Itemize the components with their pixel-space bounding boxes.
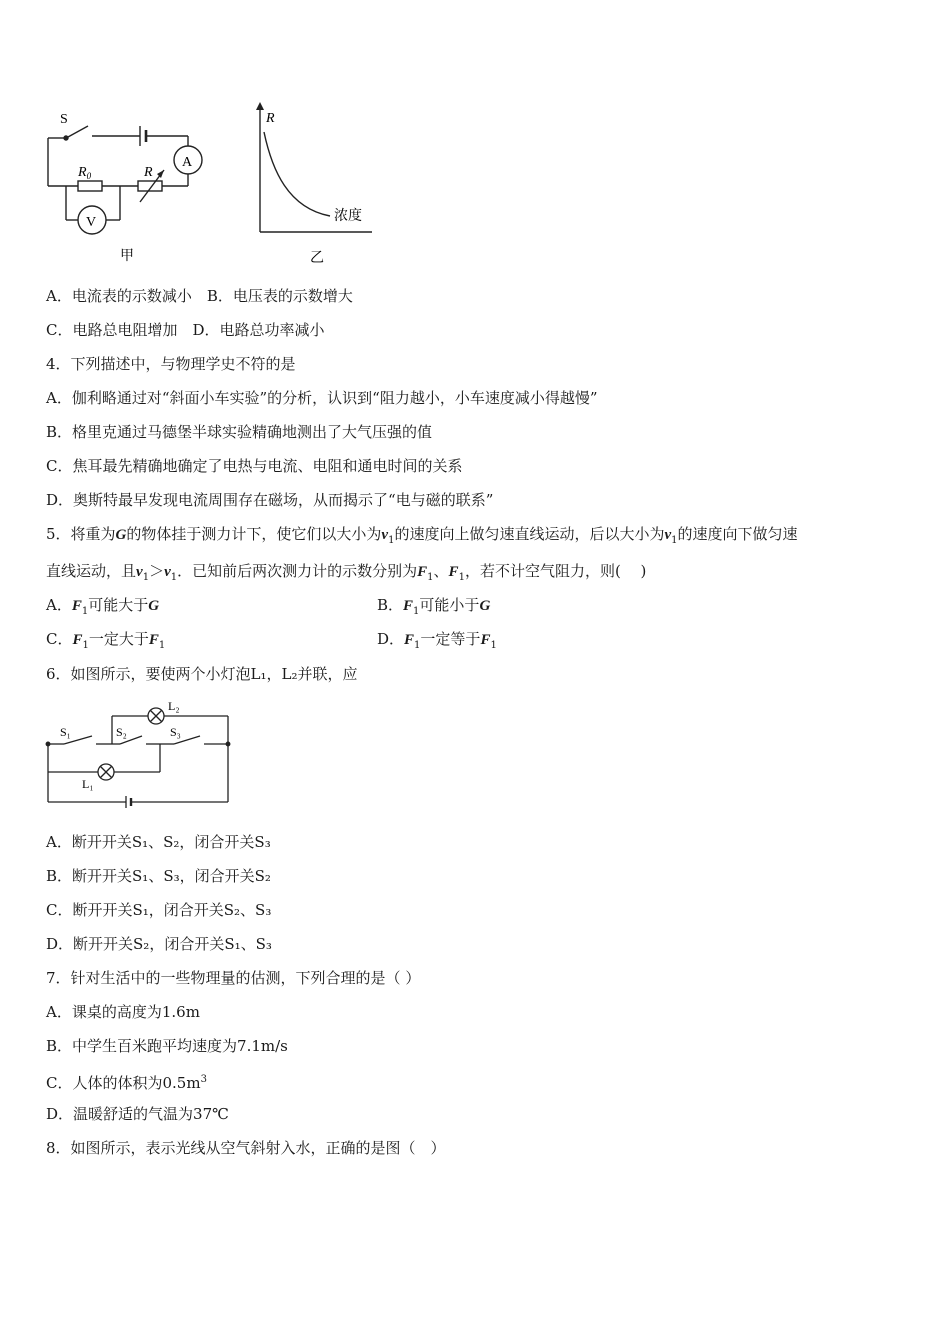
voltmeter-label: V	[86, 215, 97, 230]
q5-option-b: B．$F_1$可能小于G	[377, 596, 491, 617]
q4-option-b: B．格里克通过马德堡半球实验精确地测出了大气压强的值	[46, 423, 433, 441]
q4-option-a: A．伽利略通过对“斜面小车实验”的分析，认识到“阻力越小，小车速度减小得越慢”	[46, 389, 598, 407]
q4-option-c: C．焦耳最先精确地确定了电热与电流、电阻和通电时间的关系	[46, 457, 463, 475]
caption-yi: 乙	[310, 251, 324, 266]
circuit-figure-jia	[40, 108, 215, 268]
q6-option-c: C．断开开关S₁，闭合开关S₂、S₃	[46, 901, 272, 919]
parallel-circuit-figure	[42, 696, 234, 810]
switch-label: S	[60, 112, 68, 127]
ammeter-label: A	[182, 155, 193, 170]
q7-option-c: C．人体的体积为$0.5m^3$	[46, 1074, 207, 1092]
q4-stem: 4．下列描述中，与物理学史不符的是	[46, 355, 296, 373]
q6-option-b: B．断开开关S₁、S₃，闭合开关S₂	[46, 867, 271, 885]
q7-stem: 7．针对生活中的一些物理量的估测，下列合理的是（ ）	[46, 969, 421, 987]
r-label: R	[144, 165, 153, 180]
q4-option-d: D．奥斯特最早发现电流周围存在磁场，从而揭示了“电与磁的联系”	[46, 491, 494, 509]
axis-x-label: 浓度	[334, 209, 362, 224]
q5-stem-line1: 5．将重为G的物体挂于测力计下，使它们以大小为$v_1$的速度向上做匀速直线运动，后以大小为$v_1$的速度向下做匀速	[46, 525, 798, 546]
axis-r-label: R	[266, 111, 275, 126]
q6-stem: 6．如图所示，要使两个小灯泡L₁，L₂并联，应	[46, 665, 358, 683]
q7-option-a: A．课桌的高度为1.6m	[46, 1003, 200, 1021]
q6-option-d: D．断开开关S₂，闭合开关S₁、S₃	[46, 935, 272, 953]
r0-label: $R_0$	[78, 165, 92, 181]
caption-jia: 甲	[120, 249, 134, 264]
fig6-l2-label: L₂	[168, 699, 180, 713]
fig6-s3-label: S₃	[170, 725, 181, 739]
q8-stem: 8．如图所示，表示光线从空气斜射入水，正确的是图（ ）	[46, 1139, 446, 1157]
q3-options-row1: A．电流表的示数减小 B．电压表的示数增大	[46, 287, 353, 305]
q3-options-row2: C．电路总电阻增加 D．电路总功率减小	[46, 321, 325, 339]
q6-option-a: A．断开开关S₁、S₂，闭合开关S₃	[46, 833, 271, 851]
q5-option-a: A．$F_1$可能大于G	[46, 596, 160, 617]
q7-option-d: D．温暖舒适的气温为37℃	[46, 1105, 229, 1123]
fig6-l1-label: L₁	[82, 777, 94, 791]
fig6-s2-label: S₂	[116, 725, 127, 739]
q5-option-d: D．$F_1$一定等于$F_1$	[377, 630, 497, 651]
resistance-concentration-graph	[250, 100, 380, 268]
q7-option-b: B．中学生百米跑平均速度为7.1m/s	[46, 1037, 288, 1055]
q5-stem-line2: 直线运动，且$v_1>v_1$．已知前后两次测力计的示数分别为$F_1$、$F_1$，若不计空气阻力，则( )	[46, 562, 647, 583]
q5-option-c: C．$F_1$一定大于$F_1$	[46, 630, 166, 651]
fig6-s1-label: S₁	[60, 725, 71, 739]
